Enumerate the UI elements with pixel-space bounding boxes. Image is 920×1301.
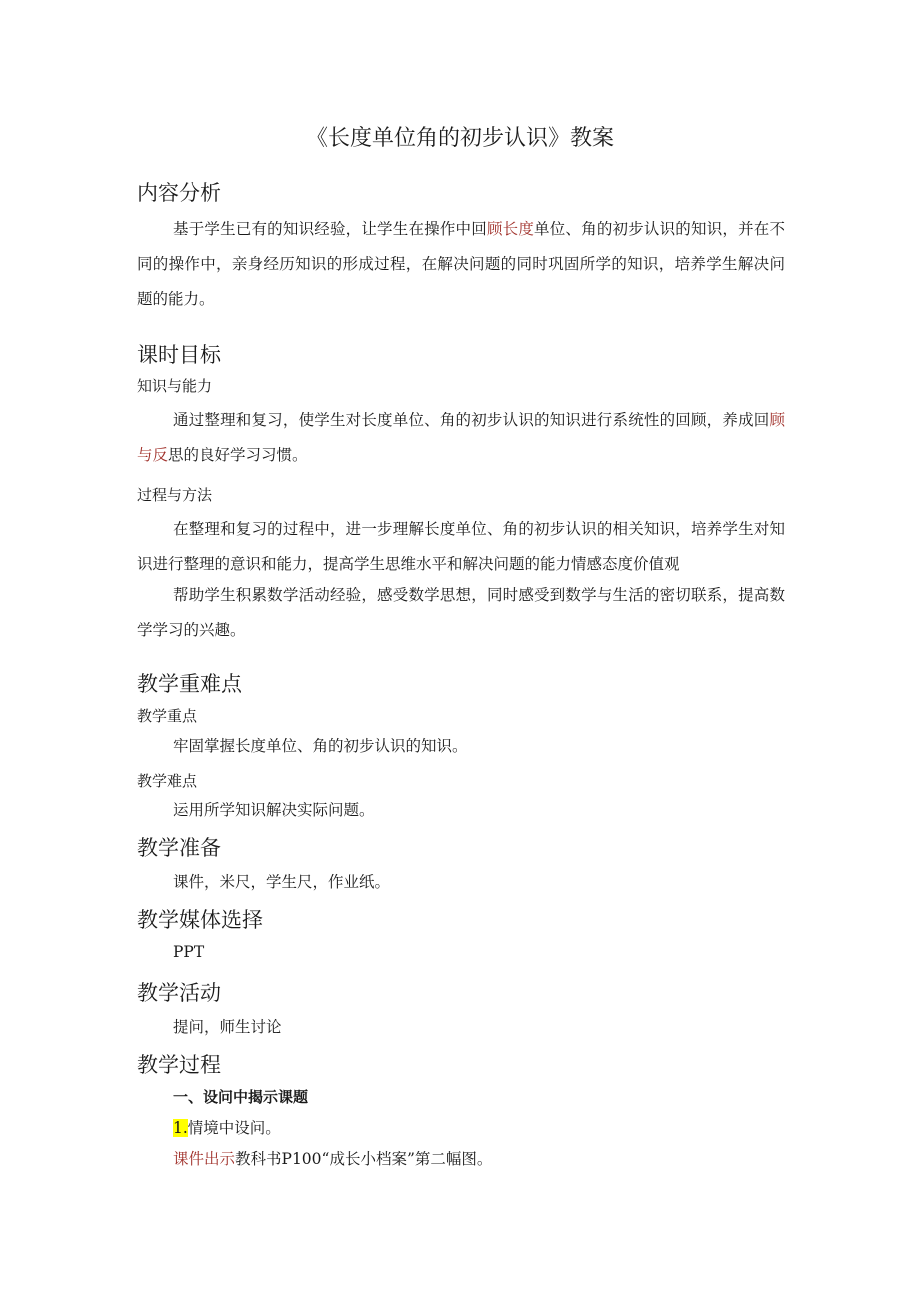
knowledge-text-red: 顾与反 (137, 411, 785, 464)
heading-preparation: 教学准备 (137, 836, 221, 860)
content-analysis-text-red: 顾长度 (486, 220, 535, 238)
heading-objectives: 课时目标 (137, 343, 221, 367)
heading-content-analysis: 内容分析 (137, 181, 221, 205)
knowledge-text-b: 思的良好学习习惯。 (168, 446, 308, 464)
courseware-text: 教科书P100“成长小档案”第二幅图。 (235, 1150, 493, 1168)
knowledge-text-a: 通过整理和复习，使学生对长度单位、角的初步认识的知识进行系统性的回顾，养成回 (173, 411, 770, 429)
content-analysis-text-b: 单位、角的初步认识的知识，并在不同的操作中，亲身经历知识的形成过程，在解决问题的同时巩固所学的知识，培养学生解决问题的能力。 (137, 220, 785, 308)
teaching-difficulty-text: 运用所学知识解决实际问题。 (173, 801, 375, 819)
knowledge-paragraph (137, 403, 785, 473)
activity-text: 提问，师生讨论 (173, 1018, 282, 1036)
attitude-paragraph: 帮助学生积累数学活动经验，感受数学思想，同时感受到数学与生活的密切联系，提高数学学习的兴趣。 (137, 586, 785, 639)
preparation-text: 课件，米尺，学生尺，作业纸。 (173, 873, 391, 891)
heading-key-points: 教学重难点 (137, 672, 242, 696)
label-teaching-focus: 教学重点 (137, 707, 198, 725)
content-analysis-text-a: 基于学生已有的知识经验，让学生在操作中回 (173, 220, 487, 238)
step-number-highlight: 1. (173, 1119, 188, 1137)
label-process-method: 过程与方法 (137, 486, 213, 504)
heading-media: 教学媒体选择 (137, 908, 263, 932)
media-text: PPT (173, 943, 205, 961)
heading-activity: 教学活动 (137, 981, 221, 1005)
step-one-text: 情境中设问。 (187, 1119, 281, 1137)
courseware-label-red: 课件出示 (173, 1150, 236, 1168)
process-paragraph: 在整理和复习的过程中，进一步理解长度单位、角的初步认识的相关知识，培养学生对知识进行整理的意识和能力，提高学生思维水平和解决问题的能力情感态度价值观 (137, 520, 785, 573)
teaching-focus-text: 牢固掌握长度单位、角的初步认识的知识。 (173, 737, 468, 755)
step-one-line (173, 1116, 281, 1138)
section-one-title: 一、设问中揭示课题 (173, 1088, 309, 1106)
courseware-line (173, 1147, 492, 1169)
label-teaching-difficulty: 教学难点 (137, 772, 198, 790)
document-title: 《长度单位角的初步认识》教案 (305, 126, 614, 151)
label-knowledge-ability: 知识与能力 (137, 377, 213, 395)
content-analysis-paragraph (137, 212, 785, 317)
heading-process: 教学过程 (137, 1053, 221, 1077)
